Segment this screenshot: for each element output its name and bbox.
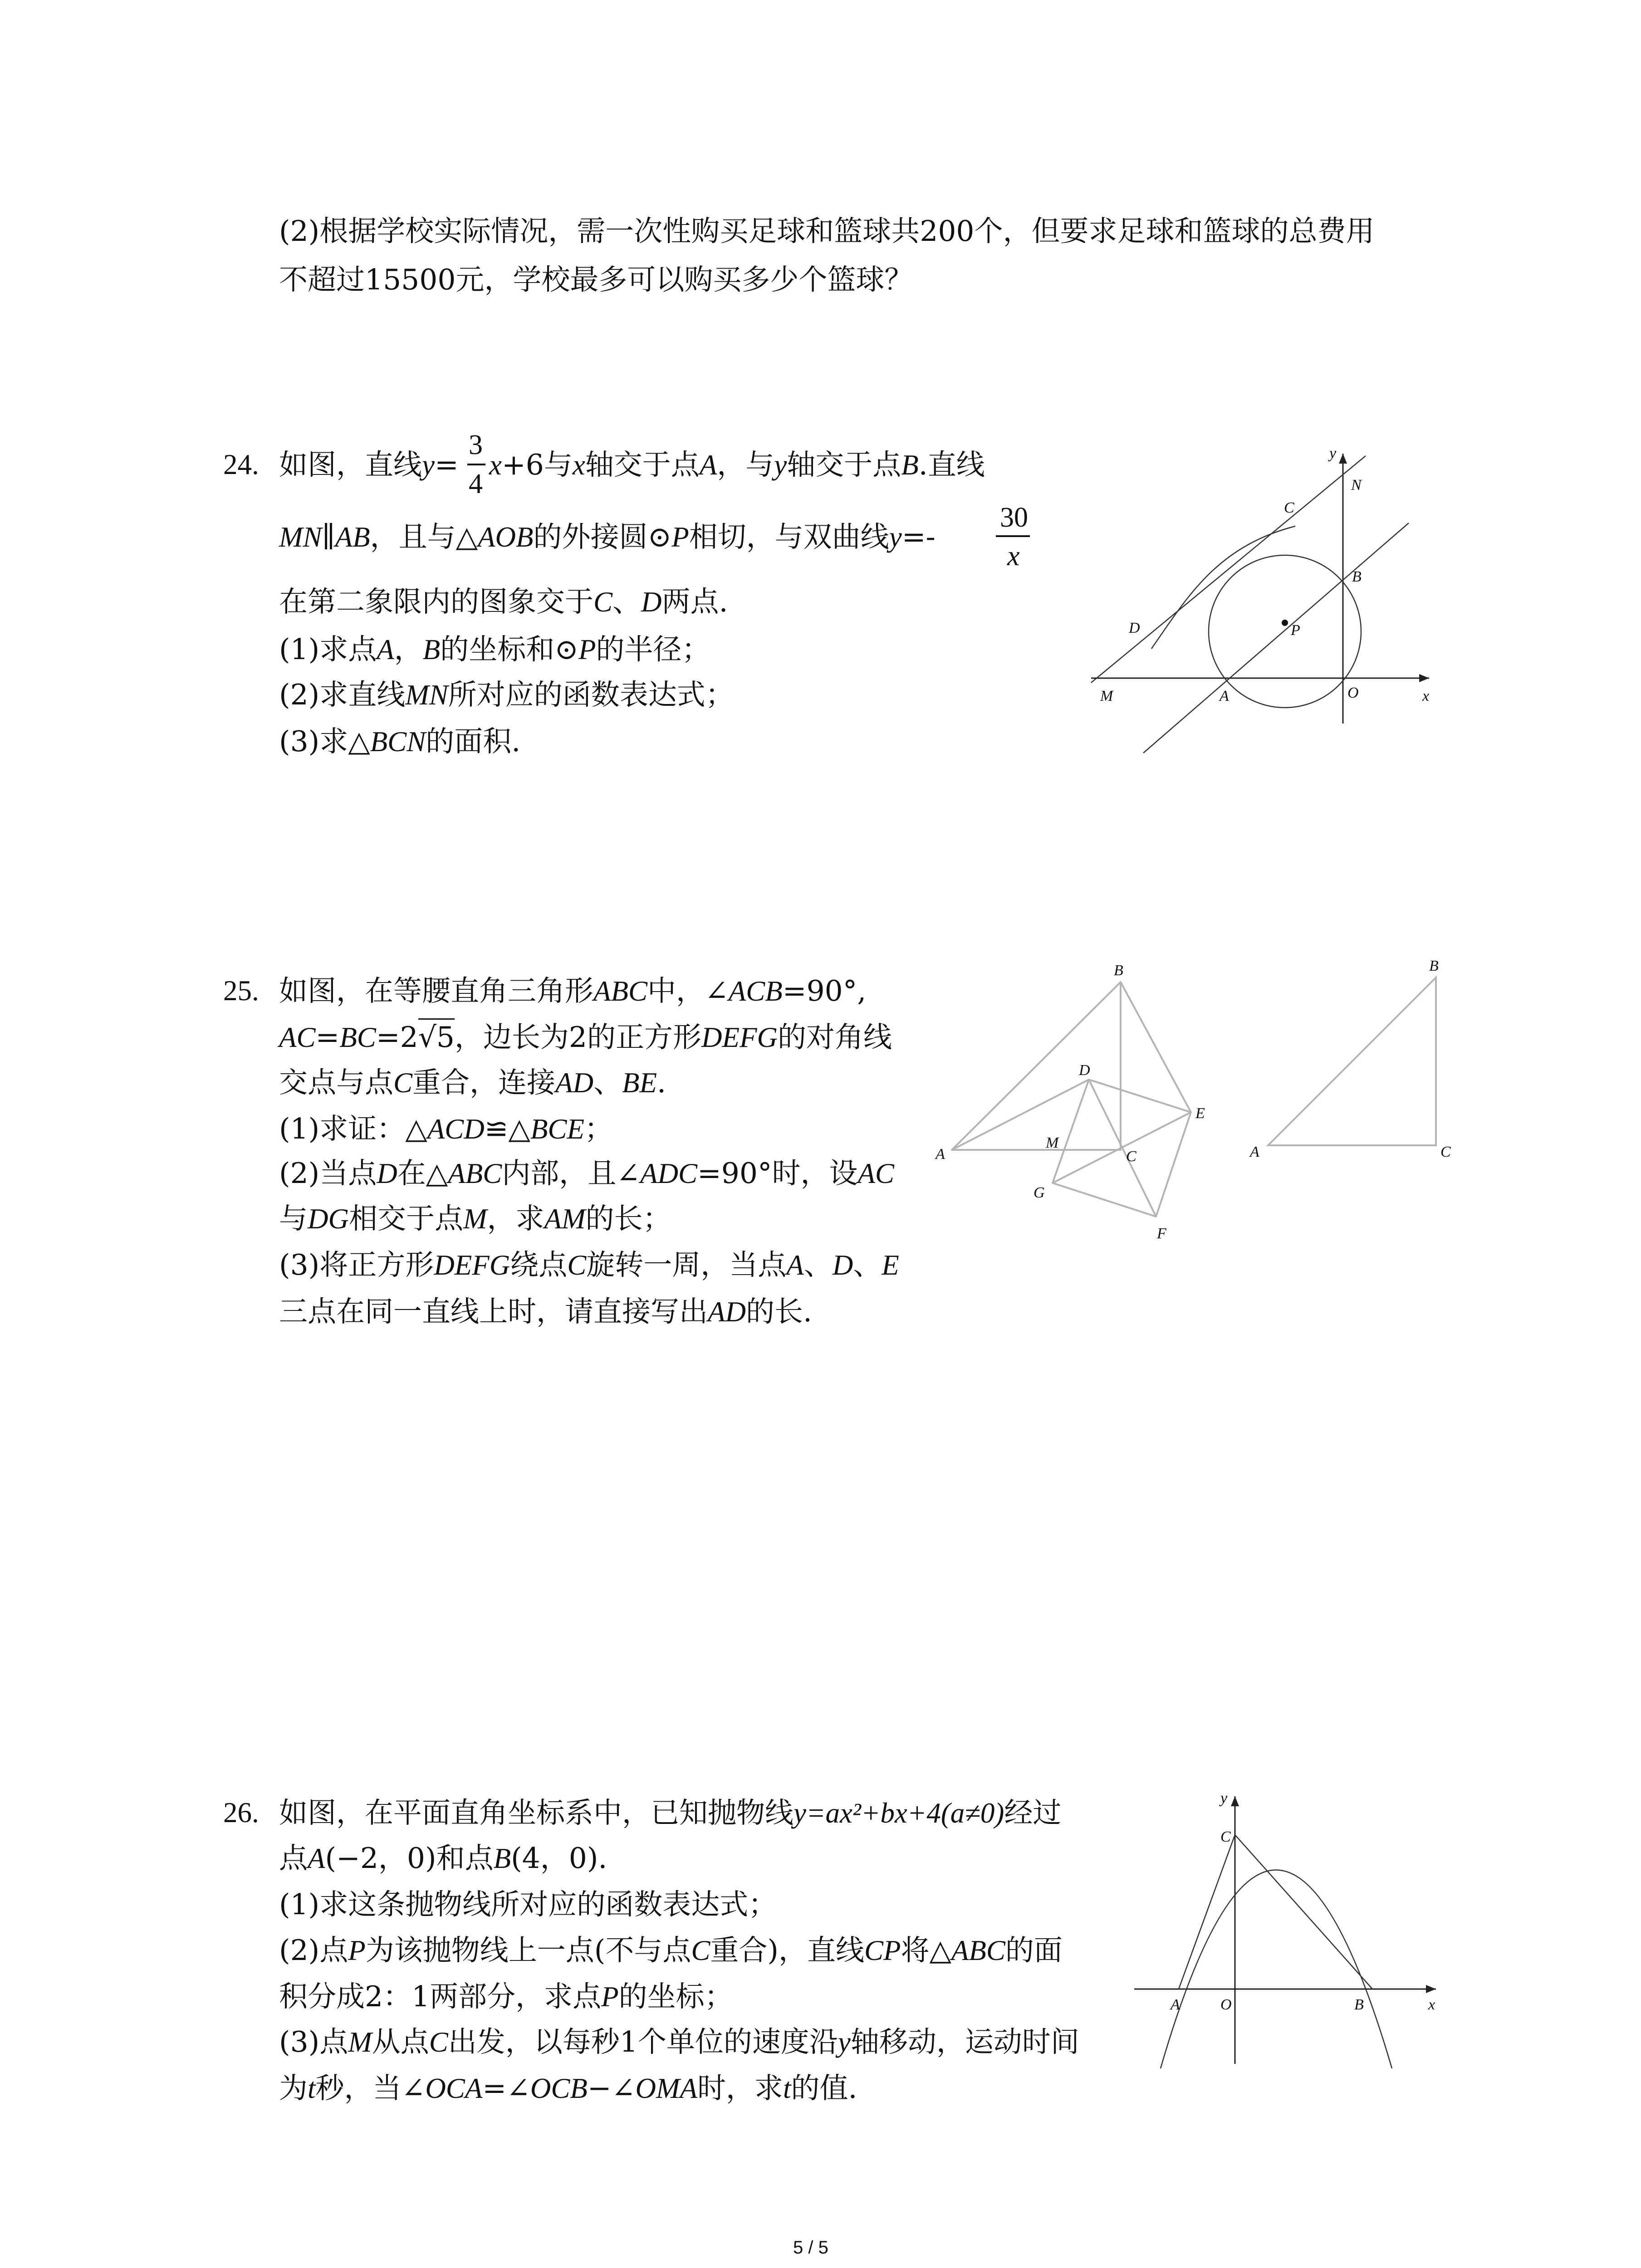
q24-label-N: N: [1351, 477, 1362, 494]
q24-label-C: C: [1284, 499, 1294, 516]
q23-line-2: 不超过15500元，学校最多可以购买多少个篮球？: [279, 263, 913, 296]
q24-y-arrow: [1339, 454, 1347, 464]
q25-number: 25.: [223, 975, 259, 1007]
q24-fraction2-denominator: x: [1007, 541, 1020, 572]
q25-fig1-label-A: A: [936, 1146, 945, 1163]
q24-label-A: A: [1220, 688, 1229, 704]
q24-sub-3: (3)求△BCN的面积.: [279, 725, 521, 758]
q26-label-C: C: [1220, 1828, 1231, 1845]
q25-fig2-label-A: A: [1250, 1144, 1259, 1160]
q26-line-1: 如图，在平面直角坐标系中，已知抛物线y=ax²+bx+4(a≠0)经过: [279, 1796, 1062, 1829]
q25-sub-3b: 三点在同一直线上时，请直接写出AD的长.: [279, 1295, 813, 1328]
q24-line-2: MN∥AB，且与△AOB的外接圆⊙P相切，与双曲线y=-: [279, 520, 936, 553]
q25-sub-3: (3)将正方形DEFG绕点C旋转一周，当点A、D、E: [279, 1248, 899, 1281]
q25-figure-2: [1243, 948, 1452, 1175]
q24-hyperbola: [1151, 526, 1295, 649]
q26-figure: [1125, 1783, 1452, 2091]
q24-label-x: x: [1422, 688, 1430, 704]
q25-fig1-label-E: E: [1195, 1105, 1205, 1122]
q25-line-2: AC=BC=2√5，边长为2的正方形DEFG的对角线: [279, 1023, 892, 1052]
q24-label-O: O: [1347, 684, 1359, 701]
q25-line-1: 如图，在等腰直角三角形ABC中，∠ACB=90°,: [279, 974, 867, 1007]
q25-figure-1: [930, 953, 1239, 1270]
q24-label-P: P: [1291, 622, 1300, 639]
q26-label-y: y: [1220, 1790, 1228, 1807]
q24-sub-1: (1)求点A，B的坐标和⊙P的半径；: [279, 633, 710, 666]
q24-x-arrow: [1419, 674, 1429, 682]
q25-fig1-label-G: G: [1034, 1184, 1045, 1201]
q25-fig1-label-F: F: [1157, 1225, 1166, 1242]
q24-fraction2-bar: [996, 535, 1030, 537]
q26-label-A: A: [1171, 1996, 1180, 2013]
q26-x-arrow: [1426, 1985, 1436, 1993]
q24-fraction-numerator: 3: [469, 430, 483, 460]
q26-sub-3: (3)点M从点C出发，以每秒1个单位的速度沿y轴移动，运动时间: [279, 2025, 1079, 2058]
q24-line-1b: x+6与x轴交于点A，与y轴交于点B.直线: [489, 448, 985, 481]
q26-y-arrow: [1231, 1796, 1239, 1806]
q24-label-y: y: [1329, 445, 1337, 462]
q24-number: 24.: [223, 449, 259, 480]
q24-line-1a: 如图，直线y=: [279, 448, 459, 481]
q25-line-3: 交点与点C重合，连接AD、BE.: [279, 1066, 666, 1099]
q25-triangle-ABC: [952, 982, 1121, 1150]
q23-line-1: (2)根据学校实际情况，需一次性购买足球和篮球共200个，但要求足球和篮球的总费用: [279, 215, 1375, 248]
q24-circle-P: [1209, 555, 1361, 708]
q24-fraction-bar: [467, 464, 485, 465]
q25-fig2-label-B: B: [1429, 958, 1439, 974]
q24-label-B: B: [1352, 568, 1362, 585]
q26-sub-3b: 为t秒，当∠OCA=∠OCB−∠OMA时，求t的值.: [279, 2072, 857, 2105]
q24-fraction2-numerator: 30: [1000, 502, 1028, 533]
q26-segment-CB: [1235, 1835, 1372, 1989]
q25-fig1-label-C: C: [1126, 1148, 1136, 1165]
q26-sub-1: (1)求这条抛物线所对应的函数表达式；: [279, 1888, 777, 1921]
q26-segment-AC: [1179, 1835, 1235, 1989]
q25-sub-2b: 与DG相交于点M，求AM的长；: [279, 1202, 671, 1235]
q26-label-O: O: [1220, 1996, 1232, 2013]
q26-parabola: [1161, 1870, 1392, 2069]
q26-number: 26.: [223, 1797, 259, 1828]
q24-line-AB: [1143, 523, 1409, 753]
q26-line-2: 点A(−2，0)和点B(4，0).: [279, 1842, 607, 1875]
q24-fraction-denominator: 4: [469, 469, 483, 499]
q26-sub-2: (2)点P为该抛物线上一点(不与点C重合)，直线CP将△ABC的面: [279, 1934, 1063, 1967]
q26-sub-2b: 积分成2：1两部分，求点P的坐标；: [279, 1980, 733, 2013]
q25-sub-1: (1)求证：△ACD≌△BCE；: [279, 1112, 613, 1145]
q25-sub-2: (2)当点D在△ABC内部，且∠ADC=90°时，设AC: [279, 1157, 894, 1190]
q24-label-M: M: [1100, 688, 1113, 704]
q24-center-P: [1282, 620, 1288, 626]
q24-label-D: D: [1129, 620, 1140, 636]
q25-triangle-ABC-2: [1268, 978, 1436, 1145]
q25-fig2-label-C: C: [1440, 1144, 1451, 1160]
q26-label-x: x: [1428, 1996, 1435, 2013]
q25-fig1-label-D: D: [1079, 1062, 1090, 1079]
q26-label-B: B: [1354, 1996, 1364, 2013]
q25-fig1-label-M: M: [1046, 1134, 1059, 1151]
q25-fig1-label-B: B: [1114, 962, 1123, 979]
page-number: 5 / 5: [793, 2238, 828, 2258]
q24-figure: [1080, 435, 1452, 762]
q24-line-MN: [1091, 456, 1366, 683]
q24-sub-2: (2)求直线MN所对应的函数表达式；: [279, 678, 734, 711]
q24-line-3: 在第二象限内的图象交于C、D两点.: [279, 585, 728, 618]
